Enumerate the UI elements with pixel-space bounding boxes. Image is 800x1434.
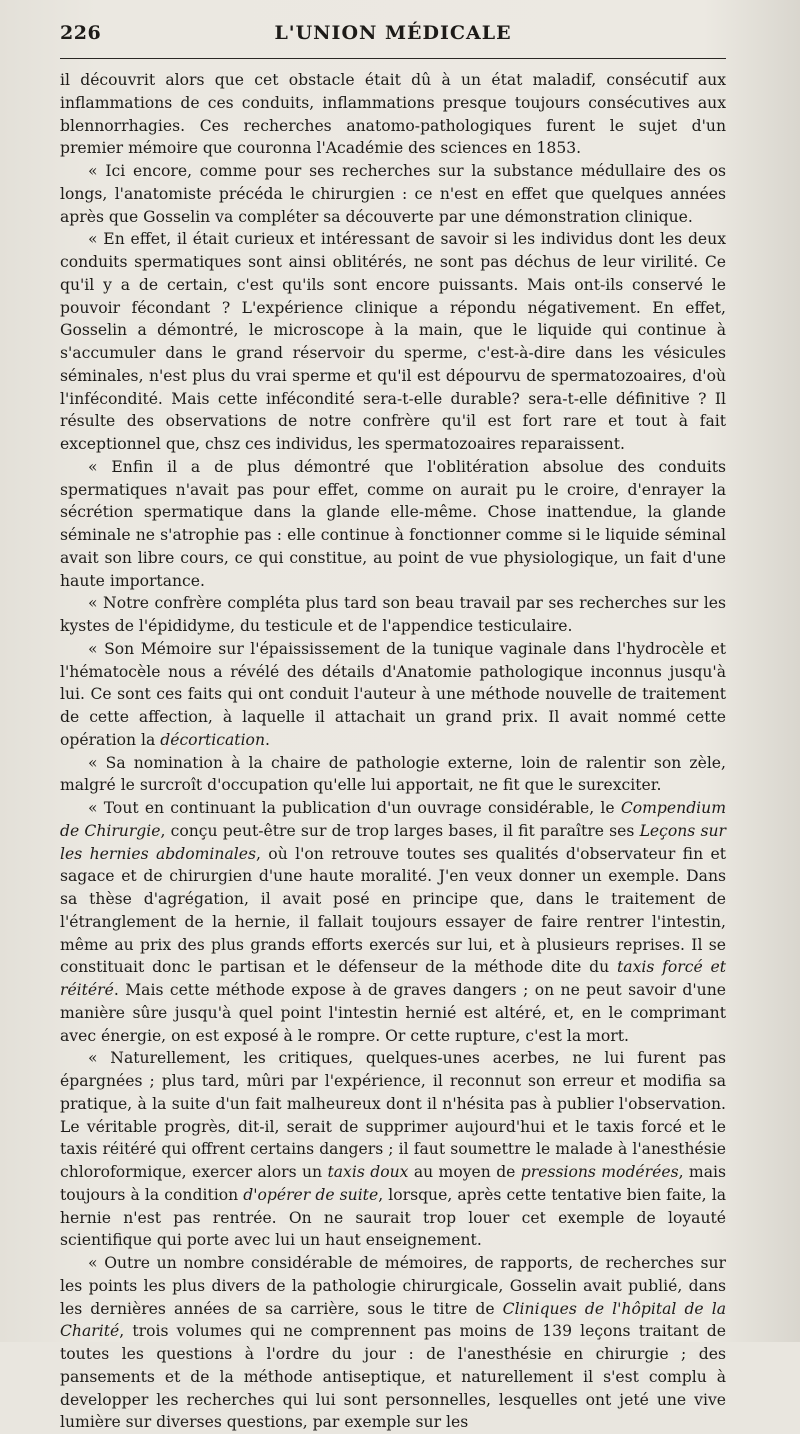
italic-text: taxis forcé et réitéré xyxy=(60,958,726,999)
text-run: « Notre confrère compléta plus tard son beau travail par ses recherches sur les kystes de l'épididyme, du testicule et de l'appendice testiculaire. xyxy=(60,594,726,635)
text-run: , mais toujours à la condition xyxy=(60,1163,726,1204)
italic-text: pressions modérées xyxy=(520,1163,679,1181)
text-run: « Ici encore, comme pour ses recherches sur la substance médullaire des os longs, l'anatomiste précéda le chirurgien : ce n'est en effet que quelques années après que Gosselin va compléter sa découverte par une démonstration clinique. xyxy=(60,162,726,226)
text-run: , où l'on retrouve toutes ses qualités d'observateur fin et sagace et de chirurgien d'une haute moralité. J'en veux donner un exemple. Dans sa thèse d'agrégation, il avait posé en principe que, dans le traitement de l'étranglement de la hernie, il fallait toujours essayer de faire rentrer l'intestin, même au prix des plus grands efforts exercés sur lui, et à plusieurs reprises. Il se constituait donc le partisan et le défenseur de la méthode dite du xyxy=(60,844,726,977)
paragraph xyxy=(60,752,726,798)
text-run: . xyxy=(265,730,270,749)
italic-text: taxis doux xyxy=(327,1163,409,1181)
paragraph xyxy=(60,228,726,456)
paragraph xyxy=(60,160,726,228)
article-body xyxy=(60,69,726,1434)
header-rule xyxy=(60,58,726,59)
italic-text: Leçons sur les hernies abdominales xyxy=(60,821,726,863)
italic-text: Compendium de Chirurgie xyxy=(60,799,726,840)
paragraph xyxy=(60,638,726,752)
paragraph xyxy=(60,1252,726,1434)
text-run: . Mais cette méthode expose à de graves dangers ; on ne peut savoir d'une manière sûre jusqu'à quel point l'intestin hernié est altéré, et, en le comprimant avec énergie, on est exposé à le rompre. Or cette rupture, c'est la mort. xyxy=(60,981,726,1045)
italic-text: décortication xyxy=(160,730,265,749)
paragraph xyxy=(60,69,726,160)
text-run: , lorsque, après cette tentative bien faite, la hernie n'est pas rentrée. On ne saurait trop louer cet exemple de loyauté scientifique qui porte avec lui un haut enseignement. xyxy=(60,1185,727,1250)
text-run: « Naturellement, les critiques, quelques-unes acerbes, ne lui furent pas épargnées ; plus tard, mûri par l'expérience, il reconnut son erreur et modifia sa pratique, à la suite d'un fait malheureux dont il n'hésita pas à publier l'observation. Le véritable progrès, dit-il, serait de supprimer aujourd'hui et le taxis forcé et le taxis réitéré qui offrent certains dangers ; il faut soumettre le malade à l'anesthésie chloroformique, exercer alors un xyxy=(60,1049,726,1181)
text-run: « Sa nomination à la chaire de pathologie externe, loin de ralentir son zèle, malgré le surcroît d'occupation qu'elle lui apportait, ne fit que le surexciter. xyxy=(60,753,726,795)
running-title: L'UNION MÉDICALE xyxy=(274,22,512,44)
text-run: « Outre un nombre considérable de mémoires, de rapports, de recherches sur les points les plus divers de la pathologie chirurgicale, Gosselin avait publié, dans les dernières années de sa carrière, sous le titre de xyxy=(60,1254,726,1318)
page-number: 226 xyxy=(60,22,102,44)
paragraph xyxy=(60,1047,726,1252)
paragraph xyxy=(60,592,726,638)
text-run: « En effet, il était curieux et intéressant de savoir si les individus dont les deux conduits spermatiques sont ainsi oblitérés, ne sont pas déchus de leur virilité. Ce qu'il y a de certain, c'est qu'ils sont encore puissants. Mais ont-ils conservé le pouvoir fécondant ? L'expérience clinique a répondu négativement. En effet, Gosselin a démontré, le microscope à la main, que le liquide qui continue à s'accumuler dans le grand réservoir du sperme, c'est-à-dire dans les vésicules séminales, n'est plus du vrai sperme et qu'il est dépourvu de spermatozoaires, d'où l'infécondité. Mais cette infécondité sera-t-elle durable? sera-t-elle définitive ? Il résulte des observations de notre confrère qu'il est fort rare et tout à fait exceptionnel que, chsz ces individus, les spermatozoaires reparaissent. xyxy=(60,230,726,453)
paragraph xyxy=(60,797,726,1047)
text-run: , conçu peut-être sur de trop larges bases, il fit paraître ses xyxy=(160,821,640,840)
text-run: « Enfin il a de plus démontré que l'oblitération absolue des conduits spermatiques n'avait pas pour effet, comme on aurait pu le croire, d'enrayer la sécrétion spermatique dans la glande elle-même. Chose inattendue, la glande séminale ne s'atrophie pas : elle continue à fonctionner comme si le liquide séminal avait son libre cours, ce qui constitue, au point de vue physiologique, un fait d'une haute importance. xyxy=(60,457,726,590)
text-run: , trois volumes qui ne comprennent pas moins de 139 leçons traitant de toutes les questions à l'ordre du jour : de l'anesthésie en chirurgie ; des pansements et de la méthode antiseptique, et naturellement il s'est complu à developper les recherches qui lui sont personnelles, lesquelles ont jeté une vive lumière sur diverses questions, par exemple sur les xyxy=(60,1322,726,1432)
paragraph xyxy=(60,456,726,593)
text-run: au moyen de xyxy=(408,1163,521,1181)
italic-text: Cliniques de l'hôpital de la Charité xyxy=(60,1299,727,1341)
text-run: il découvrit alors que cet obstacle était dû à un état maladif, consécutif aux inflammations de ces conduits, inflammations presque toujours consécutives aux blennorrhagies. Ces recherches anatomo-pathologiques furent le sujet d'un premier mémoire que couronna l'Académie des sciences en 1853. xyxy=(60,71,726,158)
page-header xyxy=(60,22,726,56)
text-run: « Son Mémoire sur l'épaississement de la tunique vaginale dans l'hydrocèle et l'hématocèle nous a révélé des détails d'Anatomie pathologique inconnus jusqu'à lui. Ce sont ces faits qui ont conduit l'auteur à une méthode nouvelle de traitement de cette affection, à laquelle il attachait un grand prix. Il avait nommé cette opération la xyxy=(60,639,726,749)
italic-text: d'opérer de suite xyxy=(243,1185,379,1204)
text-run: « Tout en continuant la publication d'un ouvrage considérable, le xyxy=(88,799,621,817)
